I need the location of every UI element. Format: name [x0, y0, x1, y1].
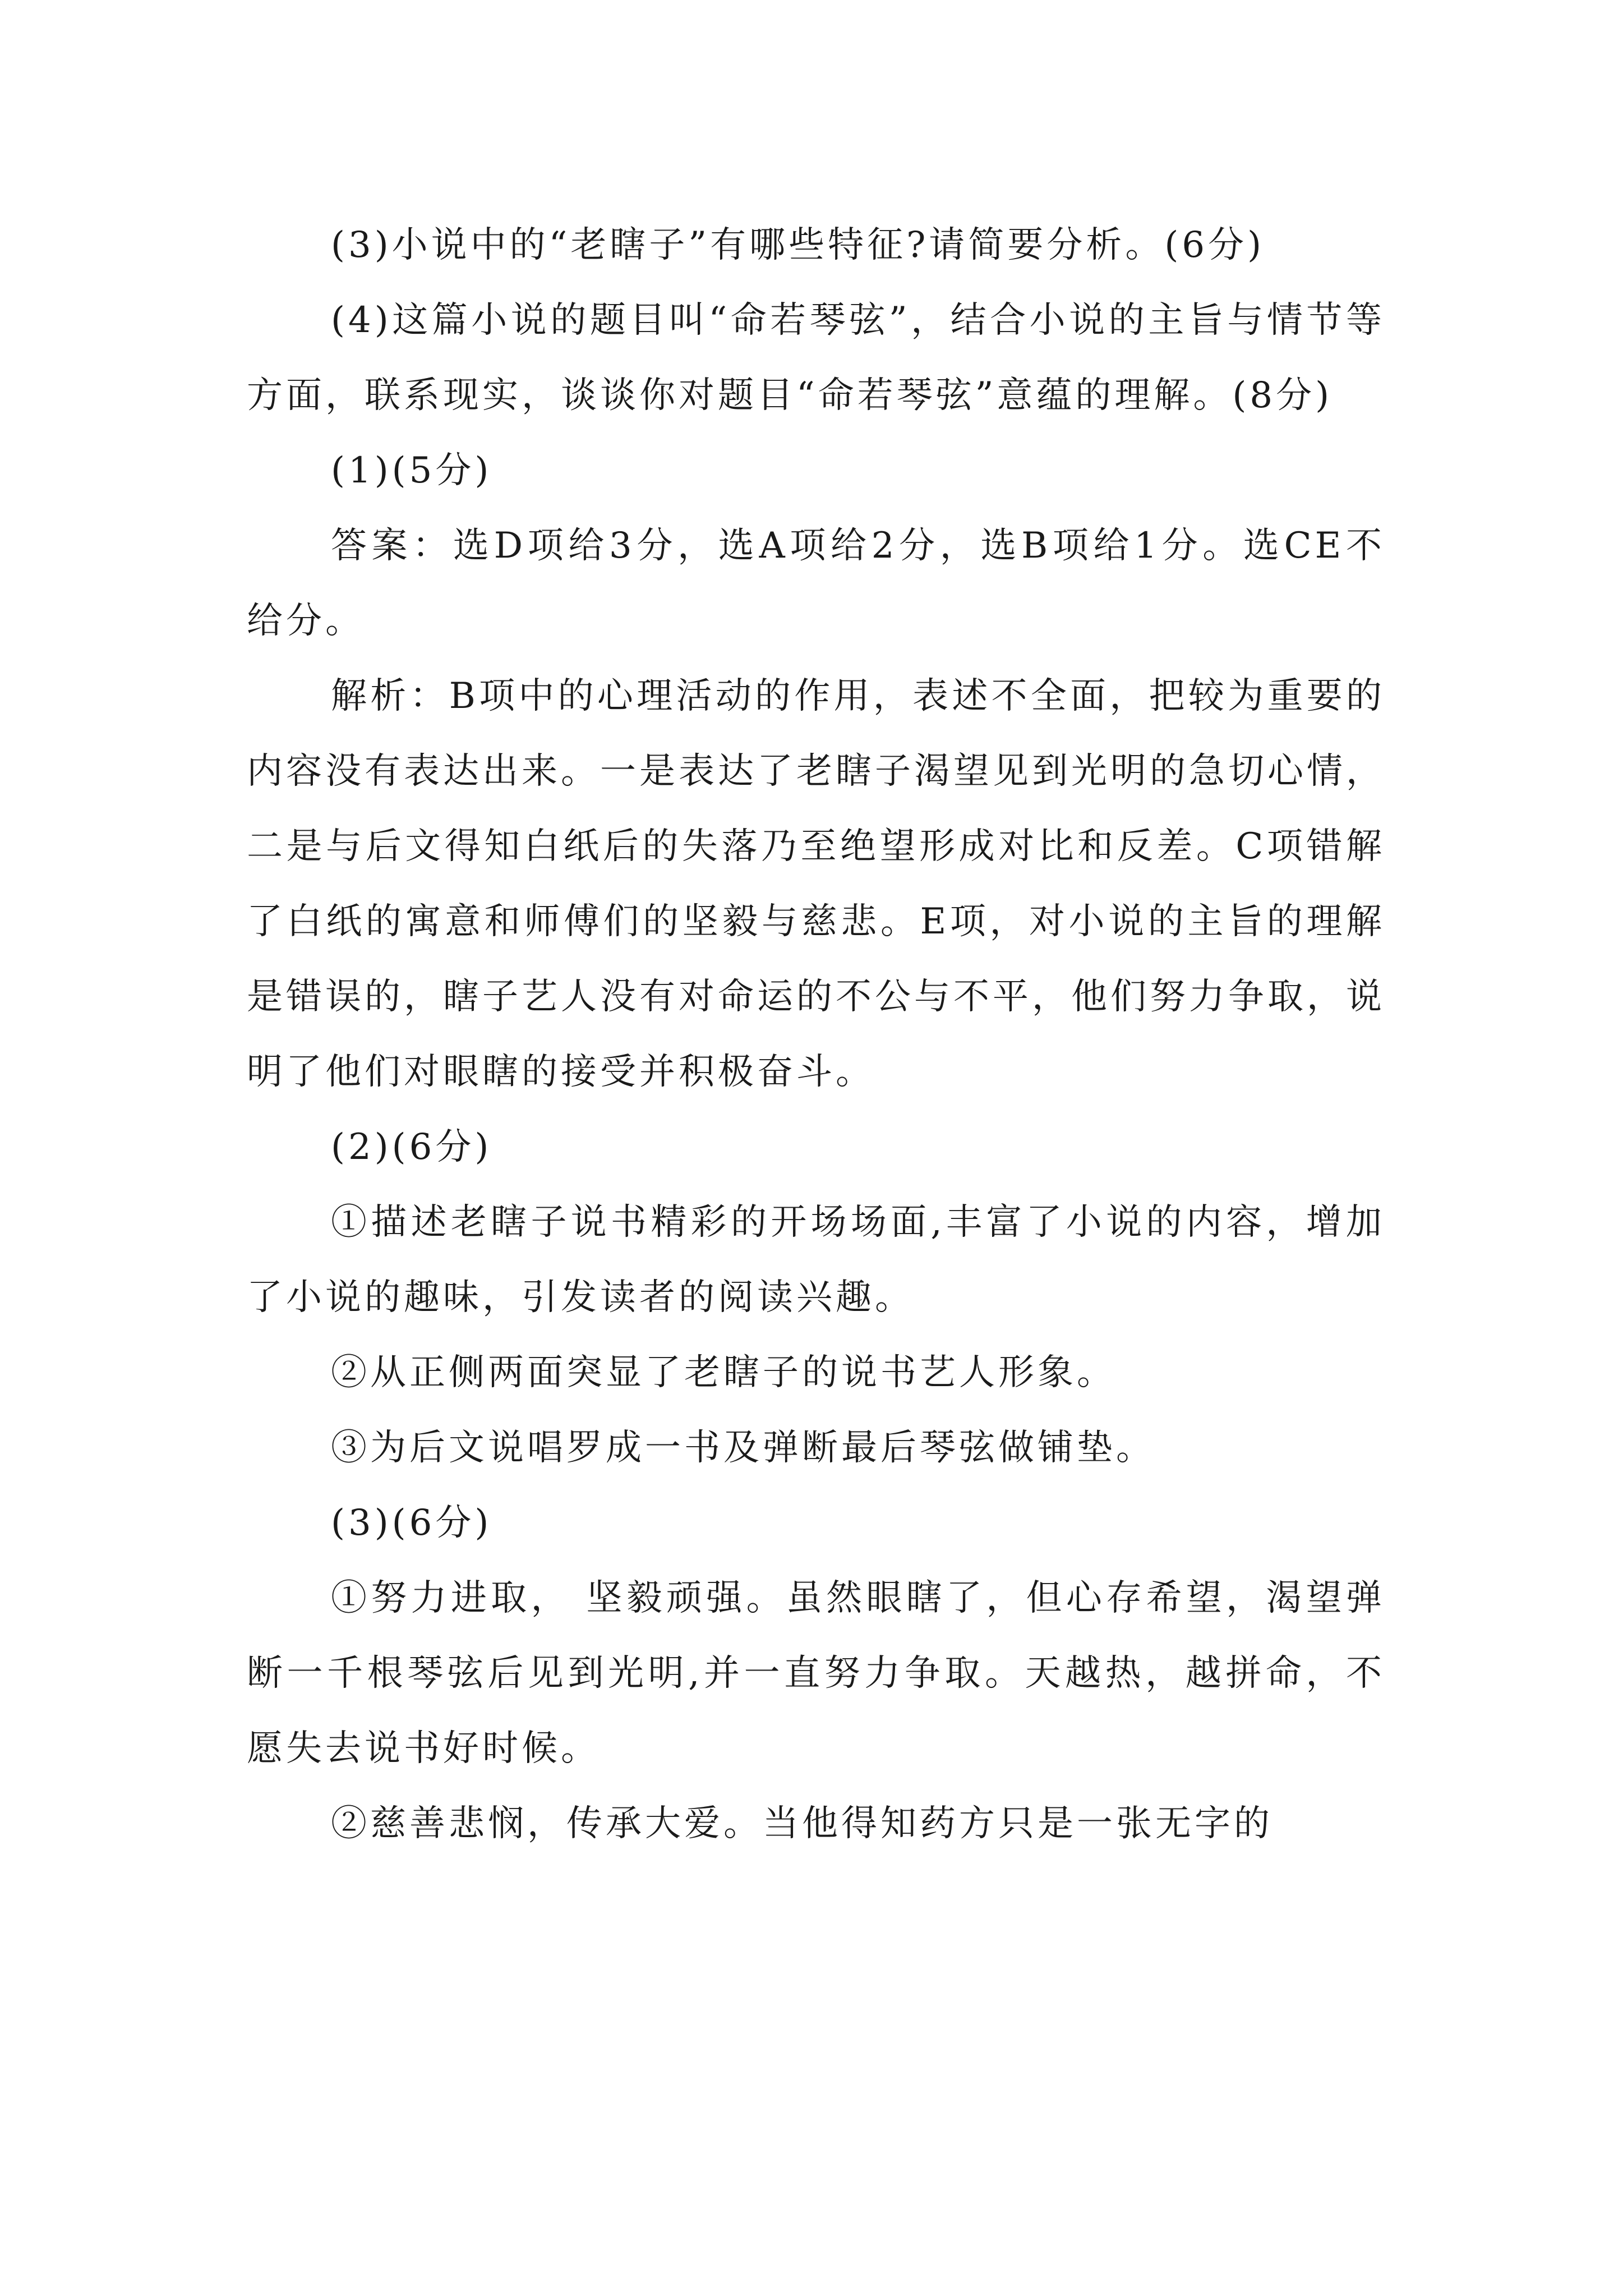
answer-1-analysis: 解析：B项中的心理活动的作用，表述不全面，把较为重要的内容没有表达出来。一是表达了老瞎子渴望见到光明的急切心情，二是与后文得知白纸后的失落乃至绝望形成对比和反差。C项错解了白纸的寓意和师傅们的坚毅与慈悲。E项，对小说的主旨的理解是错误的，瞎子艺人没有对命运的不公与不平，他们努力争取，说明了他们对眼瞎的接受并积极奋斗。 [247, 675, 1385, 1093]
question-4: (4)这篇小说的题目叫“命若琴弦”，结合小说的主旨与情节等方面，联系现实，谈谈你对题目“命若琴弦”意蕴的理解。(8分) [247, 300, 1385, 416]
answer-2-point-3: ③为后文说唱罗成一书及弹断最后琴弦做铺垫。 [331, 1427, 1155, 1469]
answer-2-heading: (2)(6分) [331, 1126, 492, 1168]
answer-3-heading: (3)(6分) [331, 1502, 492, 1544]
answer-1-text: 答案：选D项给3分，选A项给2分，选B项给1分。选CE不给分。 [247, 525, 1385, 642]
document-body [247, 208, 1385, 1861]
question-3: (3)小说中的“老瞎子”有哪些特征?请简要分析。(6分) [331, 224, 1265, 266]
answer-3-point-2: ②慈善悲悯，传承大爱。当他得知药方只是一张无字的 [331, 1803, 1273, 1844]
answer-2-point-1: ①描述老瞎子说书精彩的开场场面,丰富了小说的内容，增加了小说的趣味，引发读者的阅读兴趣。 [247, 1202, 1385, 1318]
answer-3-point-1: ①努力进取， 坚毅顽强。虽然眼瞎了，但心存希望，渴望弹断一千根琴弦后见到光明,并一直努力争取。天越热，越拼命，不愿失去说书好时候。 [247, 1577, 1385, 1769]
answer-1-heading: (1)(5分) [331, 450, 492, 491]
answer-2-point-2: ②从正侧两面突显了老瞎子的说书艺人形象。 [331, 1352, 1116, 1393]
